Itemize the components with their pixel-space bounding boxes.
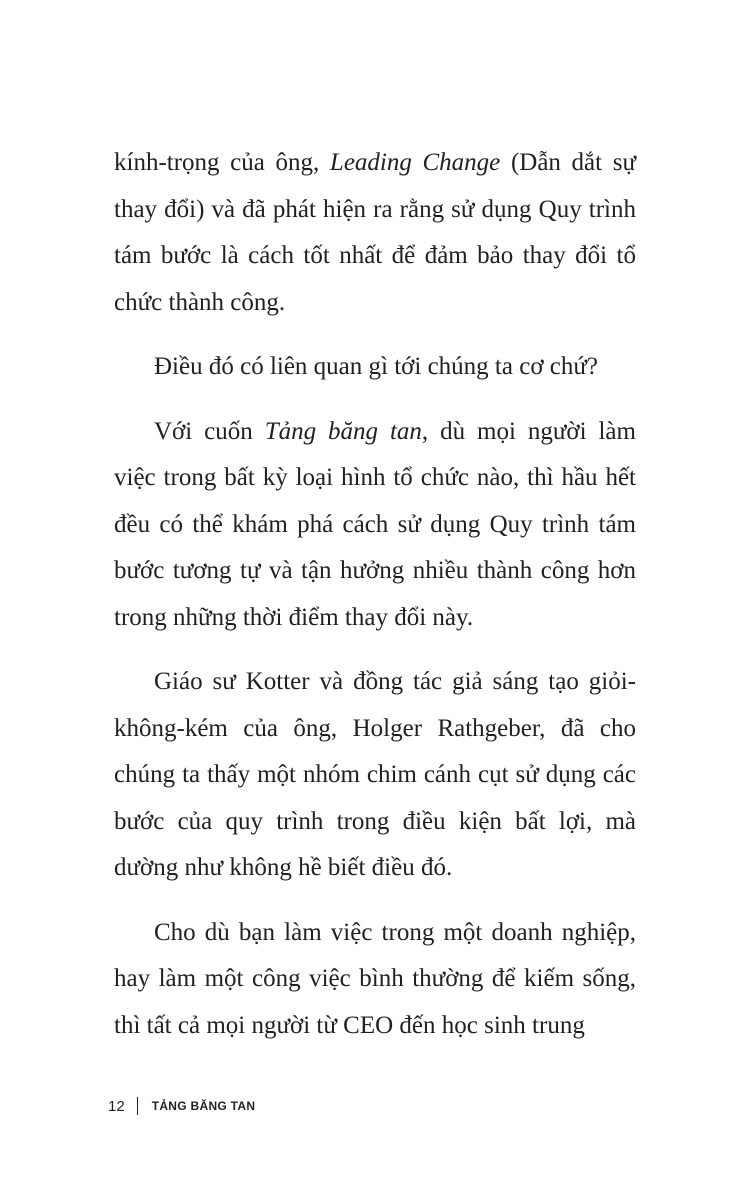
text-run: kính-trọng của ông, [114,149,330,176]
text-run: Điều đó có liên quan gì tới chúng ta cơ chứ? [154,353,599,380]
text-run: Cho dù bạn làm việc trong một doanh nghiệp, hay làm một công việc bình thường để kiếm sống, thì tất cả mọi người từ CEO đến học sinh trung [114,918,636,1039]
paragraph [114,659,636,892]
running-title: TẢNG BĂNG TAN [151,1099,256,1113]
text-run: Giáo sư Kotter và đồng tác giả sáng tạo giỏi-không-kém của ông, Holger Rathgeber, đã cho chúng ta thấy một nhóm chim cánh cụt sử dụng các bước của quy trình trong điều kiện bất lợi, mà dường như không hề biết điều đó. [114,668,636,881]
paragraph [114,409,636,642]
paragraph [114,344,636,391]
text-run: , dù mọi người làm việc trong bất kỳ loại hình tổ chức nào, thì hầu hết đều có thể khám phá cách sử dụng Quy trình tám bước tương tự và tận hưởng nhiều thành công hơn trong những thời điểm thay đổi này. [114,417,636,631]
book-title-italic: Leading Change [329,149,501,176]
footer-divider [137,1097,138,1115]
text-run: (Dẫn dắt sự thay đổi) và đã phát hiện ra rằng sử dụng Quy trình tám bước là cách tốt nhất để đảm bảo thay đổi tổ chức thành công. [114,149,637,316]
page-number: 12 [108,1097,125,1115]
page-footer [108,1094,255,1118]
paragraph [114,910,636,1050]
text-run: Với cuốn [154,417,265,445]
paragraph [114,140,636,326]
book-title-italic: Tảng băng tan [264,417,422,445]
body-text [114,140,636,1067]
